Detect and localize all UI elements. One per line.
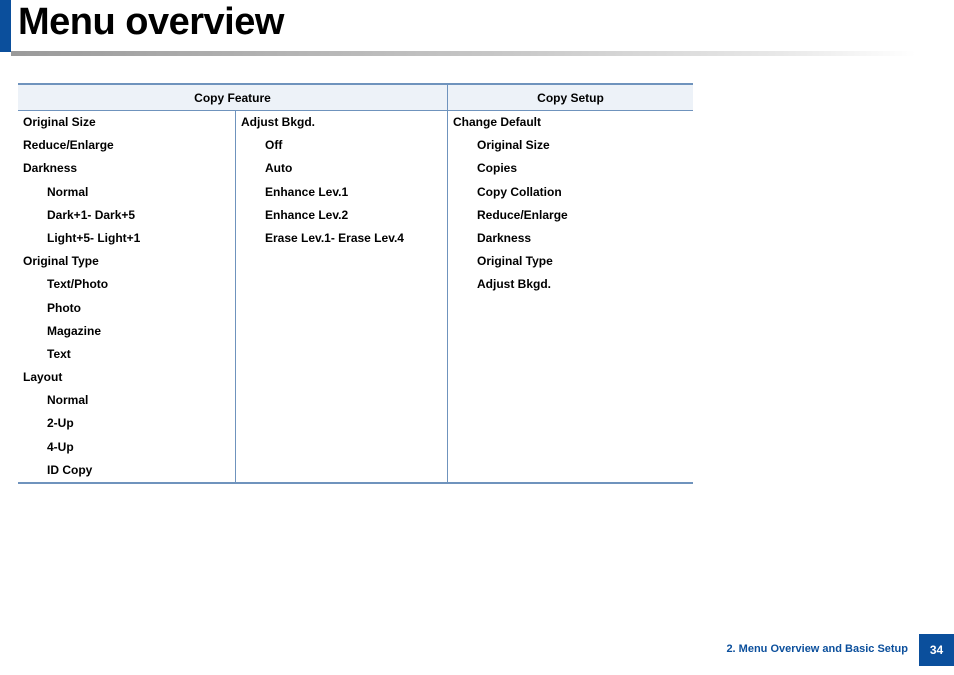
- page-number: 34: [919, 634, 954, 666]
- menu-item: Auto: [265, 161, 293, 176]
- menu-item: Enhance Lev.2: [265, 207, 349, 222]
- menu-item: Original Type: [23, 254, 99, 269]
- menu-item: 4-Up: [47, 439, 74, 454]
- menu-item: Magazine: [47, 323, 102, 338]
- menu-item: Erase Lev.1- Erase Lev.4: [265, 230, 404, 245]
- column-copy-setup: [448, 111, 693, 482]
- menu-item: Normal: [47, 184, 89, 199]
- header-copy-feature: Copy Feature: [18, 85, 448, 110]
- menu-item: Copies: [477, 161, 518, 176]
- menu-item: ID Copy: [47, 462, 93, 477]
- header-copy-setup: Copy Setup: [537, 90, 604, 105]
- column-copy-feature-2: [236, 111, 448, 482]
- menu-item: Layout: [23, 370, 63, 385]
- table-body: [18, 111, 693, 482]
- menu-item: Darkness: [23, 161, 78, 176]
- menu-item: Text/Photo: [47, 277, 109, 292]
- footer-section-label: 2. Menu Overview and Basic Setup: [726, 643, 908, 655]
- menu-item: Off: [265, 138, 283, 153]
- menu-item: Adjust Bkgd.: [477, 277, 551, 292]
- menu-item: Darkness: [477, 230, 532, 245]
- menu-item: Change Default: [453, 115, 542, 129]
- menu-item: Dark+1- Dark+5: [47, 207, 136, 222]
- column-copy-feature-1: [18, 111, 236, 482]
- menu-item: Original Size: [23, 115, 96, 129]
- menu-item: Light+5- Light+1: [47, 230, 141, 245]
- menu-item: Original Type: [477, 254, 553, 269]
- menu-item: Text: [47, 346, 71, 361]
- menu-item: Enhance Lev.1: [265, 184, 349, 199]
- page-title: Menu overview: [18, 1, 284, 43]
- menu-item: Normal: [47, 393, 89, 408]
- menu-item: Photo: [47, 300, 81, 315]
- menu-item: Original Size: [477, 138, 550, 153]
- menu-item: 2-Up: [47, 416, 74, 431]
- menu-item: Adjust Bkgd.: [241, 115, 315, 129]
- menu-item: Copy Collation: [477, 184, 562, 199]
- menu-table: [18, 83, 693, 484]
- menu-item: Reduce/Enlarge: [477, 207, 568, 222]
- menu-item: Reduce/Enlarge: [23, 138, 114, 153]
- title-divider: [11, 51, 916, 56]
- table-header-row: [18, 85, 693, 111]
- side-accent-bar: [0, 0, 11, 52]
